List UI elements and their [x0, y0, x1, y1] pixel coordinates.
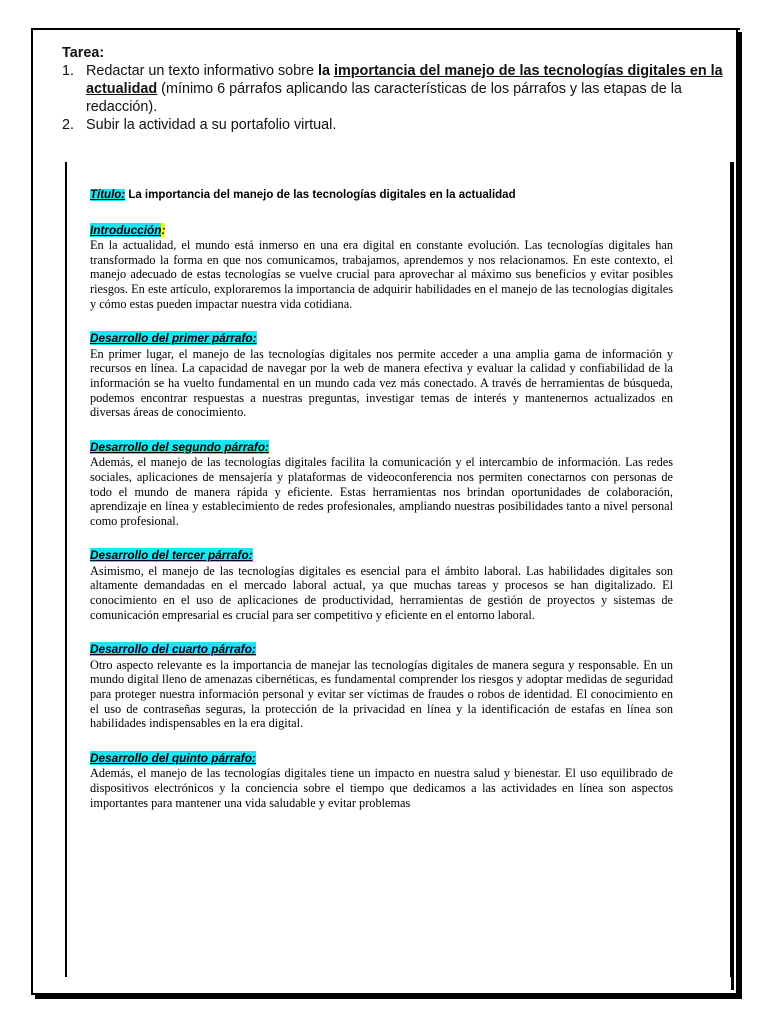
- task-instructions: [62, 44, 732, 134]
- essay-content: [90, 188, 673, 830]
- section-heading: [90, 440, 269, 455]
- section-heading: [90, 642, 256, 657]
- heading-colon: :: [161, 222, 166, 237]
- task-item-2: [62, 116, 732, 134]
- section-paragraph-5: [90, 751, 673, 810]
- section-heading: [90, 331, 257, 346]
- section-paragraph-1: [90, 331, 673, 420]
- title-label: Título:: [90, 189, 126, 201]
- section-paragraph-3: [90, 548, 673, 622]
- task-item-1: [62, 62, 732, 116]
- section-body: Además, el manejo de las tecnologías digitales facilita la comunicación y el intercambio de información. Las redes sociales, aplicaciones de mensajería y plataformas de videoconferencia nos permiten conectarnos con personas de todo el mundo de manera rápida y eficiente. Estas herramientas nos brindan oportunidades de colaboración, aprendizaje en línea y establecimiento de redes profesionales, ampliando nuestras posibilidades tanto a nivel personal como profesional.: [90, 455, 673, 528]
- task-item-number: 2.: [62, 117, 75, 133]
- heading-label: Desarrollo del cuarto párrafo:: [90, 642, 256, 657]
- section-body: Otro aspecto relevante es la importancia de manejar las tecnologías digitales de manera segura y responsable. En un mundo digital lleno de amenazas cibernéticas, es fundamental comprender los riesgos y adoptar medidas de seguridad para proteger nuestra información personal y evitar ser víctimas de fraudes o robos de identidad. El conocimiento en el uso de contraseñas seguras, la protección de la privacidad en línea y la identificación de estafas en línea son habilidades indispensables en la era digital.: [90, 657, 673, 731]
- task-item-suffix: (mínimo 6 párrafos aplicando las características de los párrafos y las etapas de la redacción).: [86, 81, 682, 115]
- section-paragraph-4: [90, 642, 673, 731]
- heading-label: Desarrollo del segundo párrafo:: [90, 439, 269, 454]
- heading-label: Desarrollo del primer párrafo:: [90, 331, 257, 346]
- section-body: Asimismo, el manejo de las tecnologías digitales es esencial para el ámbito laboral. Las habilidades digitales son altamente demandadas en el mercado laboral actual, ya que muchas tareas y procesos se han digitalizado. El conocimiento en el uso de aplicaciones de productividad, herramientas de gestión de proyectos y sistemas de comunicación empresarial es crucial para ser competitivo y eficiente en el entorno laboral.: [90, 563, 673, 622]
- section-heading: [90, 548, 253, 563]
- section-body: En primer lugar, el manejo de las tecnologías digitales nos permite acceder a una amplia gama de información y recursos en línea. La capacidad de navegar por la web de manera efectiva y evaluar la calidad y confiabilidad de la información se ha vuelto fundamental en un mundo cada vez más conectado. A través de herramientas de búsqueda, podemos encontrar respuestas a nuestras preguntas, investigar temas de interés y mantenernos actualizados en diversas áreas de conocimiento.: [90, 346, 673, 420]
- task-item-text: [86, 62, 732, 116]
- heading-label: Desarrollo del tercer párrafo:: [90, 548, 253, 563]
- task-item-number: 1.: [62, 63, 75, 79]
- task-item-bold-topic: importancia del manejo de las tecnologías digitales en la actualidad: [86, 63, 723, 97]
- task-heading: Tarea:: [62, 45, 105, 61]
- essay-frame-shadow: [731, 162, 734, 990]
- task-item-text: Subir la actividad a su portafolio virtual.: [86, 117, 337, 133]
- section-body: En la actualidad, el mundo está inmerso en una era digital en constante evolución. Las tecnologías digitales han transformado la forma en que nos comunicamos, trabajamos, aprendemos y nos relacionamos. En este contexto, el manejo adecuado de estas tecnologías se vuelve crucial para aprovechar al máximo sus beneficios y evitar posibles riesgos. En este artículo, exploraremos la importancia de adquirir habilidades en el manejo de las tecnologías digitales y cómo estas pueden impactar nuestra vida cotidiana.: [90, 238, 673, 311]
- document-title: [90, 188, 673, 203]
- title-text: La importancia del manejo de las tecnologías digitales en la actualidad: [125, 189, 516, 201]
- section-heading: [90, 751, 256, 766]
- section-heading: [90, 223, 165, 238]
- section-body: Además, el manejo de las tecnologías digitales tiene un impacto en nuestra salud y bienestar. El uso equilibrado de dispositivos electrónicos y la conciencia sobre el tiempo que dedicamos a las actividades en línea son aspectos importantes para mantener una vida saludable y evitar problemas: [90, 766, 673, 810]
- section-introduction: [90, 223, 673, 312]
- heading-label: Desarrollo del quinto párrafo:: [90, 750, 256, 765]
- heading-label: Introducción: [90, 222, 162, 237]
- task-item-bold-lead: la: [317, 63, 334, 79]
- section-paragraph-2: [90, 440, 673, 529]
- task-item-prefix: Redactar un texto informativo sobre: [86, 63, 318, 79]
